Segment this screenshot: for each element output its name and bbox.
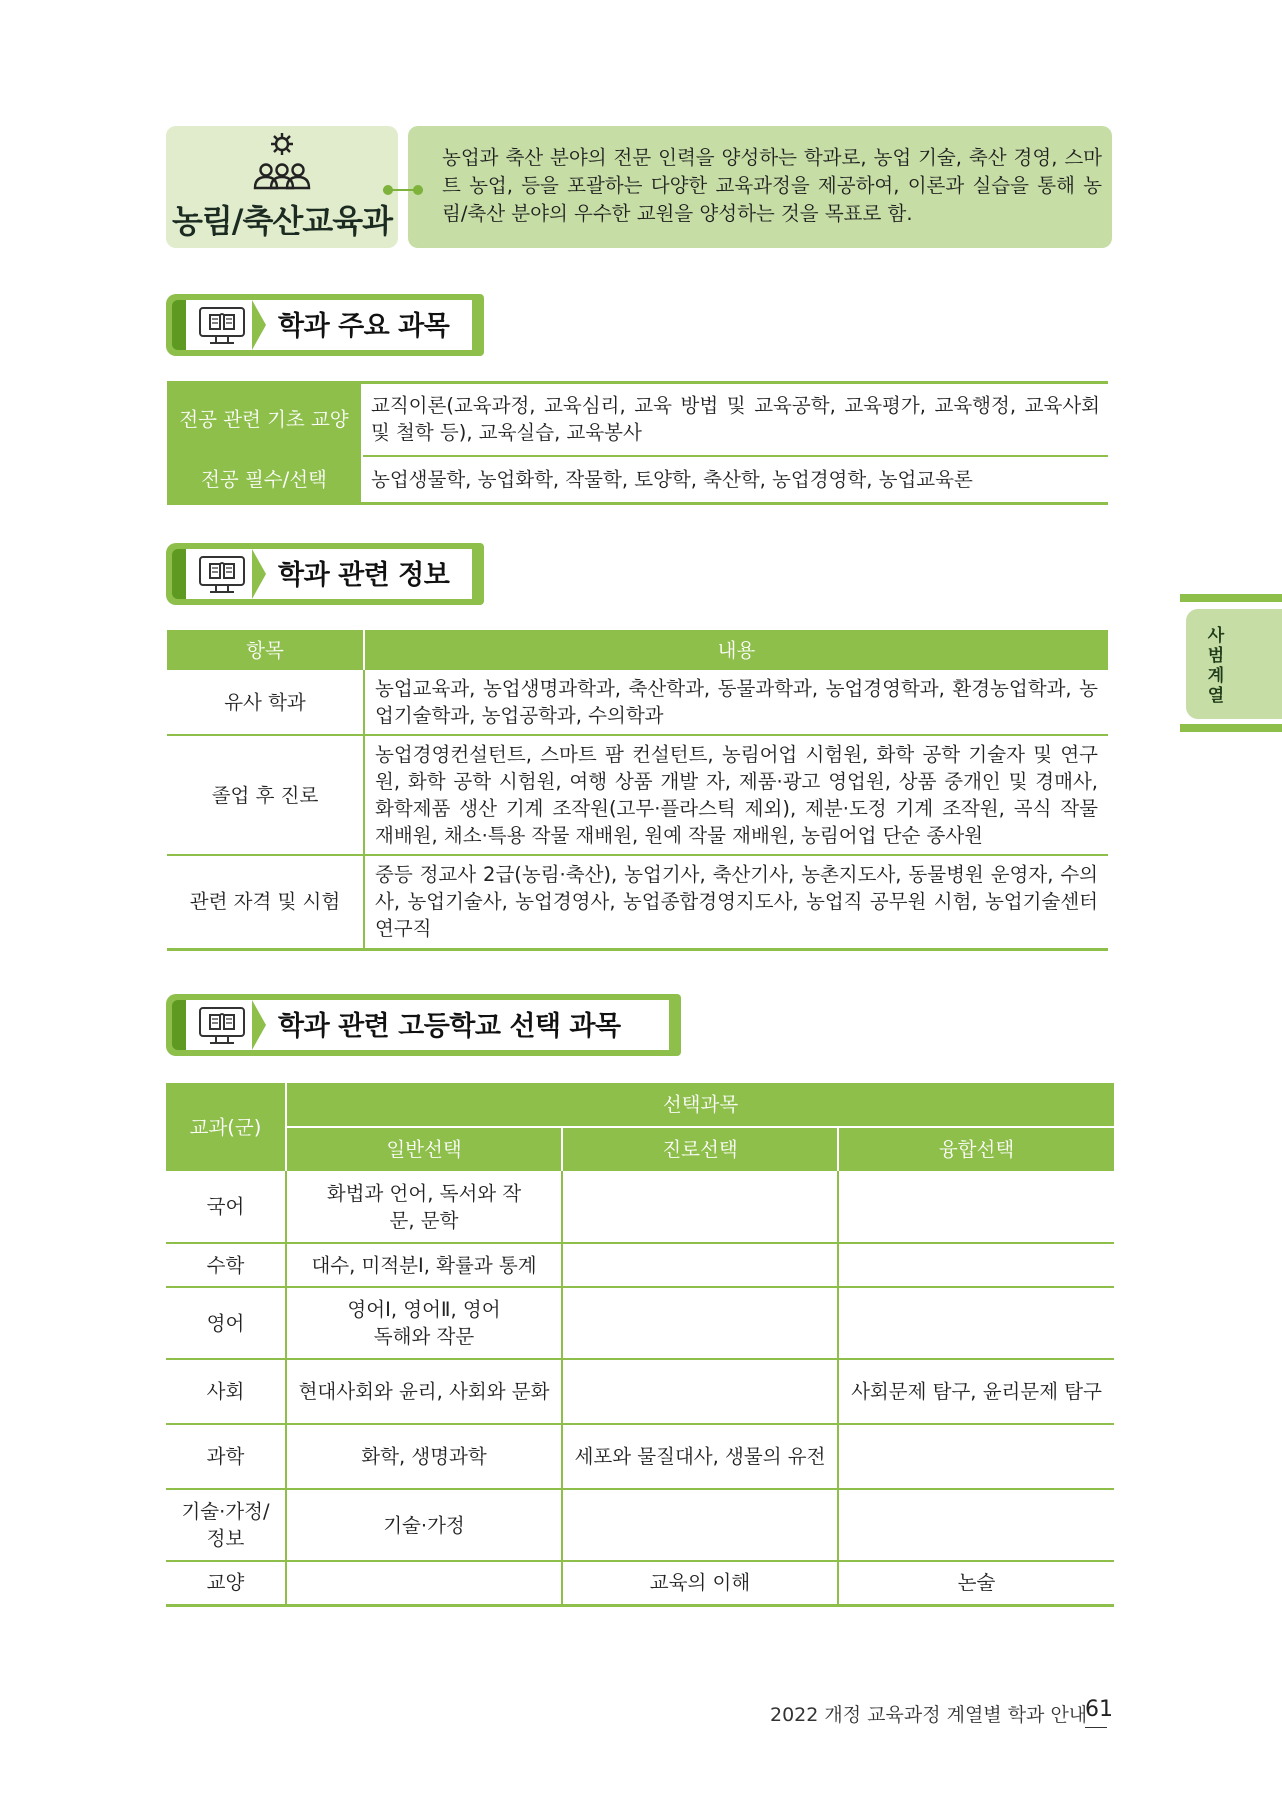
header-general: 일반선택: [286, 1127, 562, 1171]
row-value: 교직이론(교육과정, 교육심리, 교육 방법 및 교육공학, 교육평가, 교육행정, 교육사회 및 철학 등), 교육실습, 교육봉사: [362, 383, 1108, 456]
page-number: 61: [1085, 1697, 1113, 1722]
page-number-underline: [1085, 1727, 1107, 1728]
general-cell: [286, 1561, 562, 1605]
section-title: 학과 주요 과목: [278, 311, 450, 342]
side-tab-label: 사범계열: [1207, 626, 1225, 706]
monitor-book-icon: [196, 1006, 248, 1050]
subject-cell: 영어: [166, 1287, 286, 1359]
related-info-table: [167, 630, 1108, 951]
table-row: [166, 1561, 1114, 1605]
people-gear-icon: [250, 130, 314, 200]
career-cell: [562, 1489, 838, 1561]
career-cell: [562, 1243, 838, 1287]
monitor-book-icon: [196, 306, 248, 350]
subject-cell: 과학: [166, 1424, 286, 1489]
table-header-row: [167, 630, 1108, 670]
row-value: 중등 정교사 2급(농림·축산), 농업기사, 축산기사, 농촌지도사, 동물병원 운영자, 수의사, 농업기술사, 농업경영사, 농업종합경영지도사, 농업직 공무원 시험, 농업기술센터 연구직: [364, 855, 1108, 949]
career-cell: 교육의 이해: [562, 1561, 838, 1605]
table-row: [166, 1424, 1114, 1489]
table-row: [166, 1243, 1114, 1287]
subject-cell: 교양: [166, 1561, 286, 1605]
subject-cell: 기술·가정/정보: [166, 1489, 286, 1561]
header-elective: 선택과목: [286, 1083, 1114, 1127]
general-cell: 현대사회와 윤리, 사회와 문화: [286, 1359, 562, 1424]
career-cell: 세포와 물질대사, 생물의 유전: [562, 1424, 838, 1489]
subject-cell: 사회: [166, 1359, 286, 1424]
row-value: 농업생물학, 농업화학, 작물학, 토양학, 축산학, 농업경영학, 농업교육론: [362, 456, 1108, 504]
major-subjects-table: [167, 381, 1108, 505]
row-label: 유사 학과: [167, 670, 364, 735]
general-cell: 영어Ⅰ, 영어Ⅱ, 영어 독해와 작문: [286, 1287, 562, 1359]
section-title: 학과 관련 정보: [278, 560, 450, 591]
section-header-hs-subjects: [166, 994, 681, 1056]
header-career: 진로선택: [562, 1127, 838, 1171]
convergence-cell: [838, 1287, 1114, 1359]
row-value: 농업경영컨설턴트, 스마트 팜 컨설턴트, 농림어업 시험원, 화학 공학 기술자 및 연구원, 화학 공학 시험원, 여행 상품 개발 자, 제품·광고 영업원, 상품 중개인 및 경매사, 화학제품 생산 기계 조작원(고무·플라스틱 제외), 제분·도정 기계 조작원, 곡식 작물 재배원, 채소·특용 작물 재배원, 원예 작물 재배원, 농림어업 단순 종사원: [364, 735, 1108, 855]
convergence-cell: [838, 1171, 1114, 1243]
general-cell: 화학, 생명과학: [286, 1424, 562, 1489]
table-header-row: [166, 1127, 1114, 1171]
convergence-cell: [838, 1243, 1114, 1287]
connector-dot: [413, 185, 423, 195]
convergence-cell: 논술: [838, 1561, 1114, 1605]
table-row: [167, 383, 1108, 456]
general-cell: 화법과 언어, 독서와 작문, 문학: [286, 1171, 562, 1243]
side-tab-bar: [1180, 724, 1282, 732]
general-cell: 대수, 미적분Ⅰ, 확률과 통계: [286, 1243, 562, 1287]
convergence-cell: [838, 1489, 1114, 1561]
side-tab-bar: [1180, 594, 1282, 602]
hs-subjects-table: [166, 1083, 1114, 1607]
career-cell: [562, 1287, 838, 1359]
table-row: [167, 670, 1108, 735]
table-row: [166, 1287, 1114, 1359]
table-row: [166, 1489, 1114, 1561]
row-label: 전공 관련 기초 교양: [167, 383, 362, 456]
side-tab[interactable]: [1186, 609, 1282, 719]
subject-cell: 수학: [166, 1243, 286, 1287]
convergence-cell: 사회문제 탐구, 윤리문제 탐구: [838, 1359, 1114, 1424]
row-label: 관련 자격 및 시험: [167, 855, 364, 949]
table-row: [167, 855, 1108, 949]
row-label: 전공 필수/선택: [167, 456, 362, 504]
connector-dot: [383, 185, 393, 195]
header-item: 항목: [167, 630, 364, 670]
header-convergence: 융합선택: [838, 1127, 1114, 1171]
convergence-cell: [838, 1424, 1114, 1489]
header-group: 교과(군): [166, 1083, 286, 1171]
section-title: 학과 관련 고등학교 선택 과목: [278, 1011, 621, 1042]
career-cell: [562, 1359, 838, 1424]
header-content: 내용: [364, 630, 1108, 670]
career-cell: [562, 1171, 838, 1243]
department-title: 농림/축산교육과: [171, 202, 393, 240]
footer-text: 2022 개정 교육과정 계열별 학과 안내: [770, 1704, 1088, 1726]
subject-cell: 국어: [166, 1171, 286, 1243]
row-label: 졸업 후 진로: [167, 735, 364, 855]
section-header-related-info: [166, 543, 484, 605]
department-description: 농업과 축산 분야의 전문 인력을 양성하는 학과로, 농업 기술, 축산 경영, 스마트 농업, 등을 포괄하는 다양한 교육과정을 제공하여, 이론과 실습을 통해 농림/축산 분야의 우수한 교원을 양성하는 것을 목표로 함.: [442, 146, 1102, 225]
section-header-major-subjects: [166, 294, 484, 356]
table-row: [166, 1171, 1114, 1243]
table-header-row: [166, 1083, 1114, 1127]
row-value: 농업교육과, 농업생명과학과, 축산학과, 동물과학과, 농업경영학과, 환경농업학과, 농업기술학과, 농업공학과, 수의학과: [364, 670, 1108, 735]
general-cell: 기술·가정: [286, 1489, 562, 1561]
table-row: [166, 1359, 1114, 1424]
table-row: [167, 735, 1108, 855]
table-row: [167, 456, 1108, 504]
monitor-book-icon: [196, 555, 248, 599]
connector-line: [383, 189, 423, 191]
